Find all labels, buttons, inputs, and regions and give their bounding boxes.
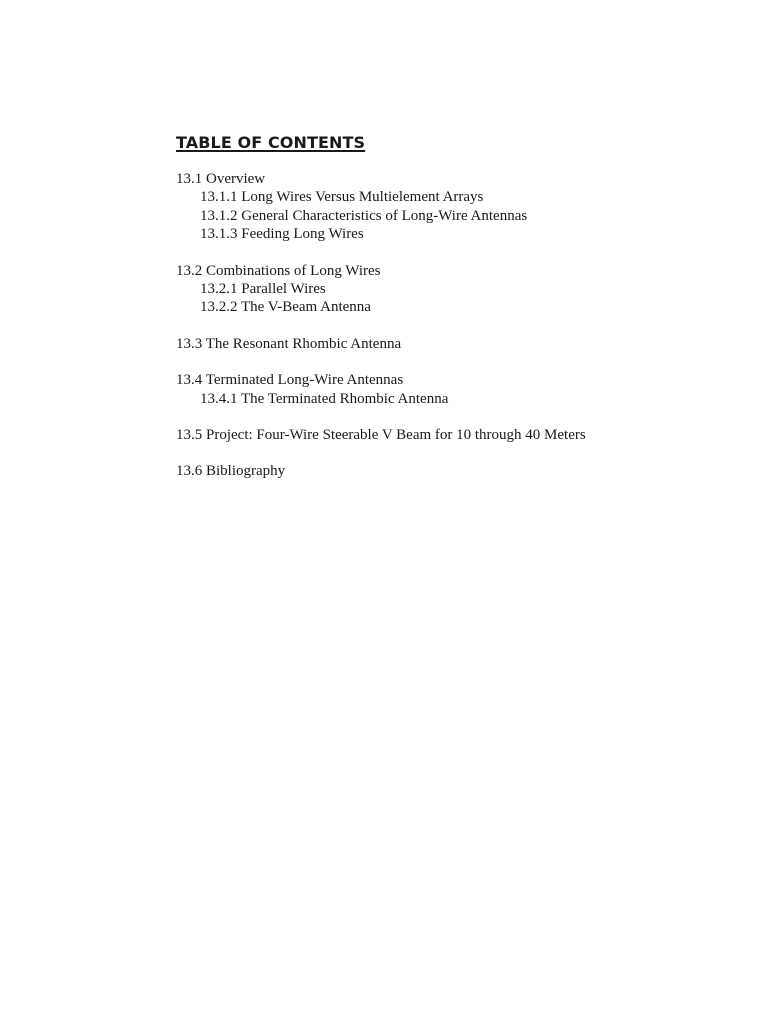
toc-entry-13-1-2: 13.1.2 General Characteristics of Long-Wire Antennas	[200, 207, 528, 224]
toc-entry-13-2-2: 13.2.2 The V-Beam Antenna	[200, 299, 371, 316]
toc-section-13-3	[176, 335, 736, 353]
toc-entry-13-2-1: 13.2.1 Parallel Wires	[200, 281, 326, 298]
table-of-contents	[176, 132, 736, 499]
toc-entry-13-6: 13.6 Bibliography	[176, 463, 286, 480]
toc-entry-13-1-3: 13.1.3 Feeding Long Wires	[200, 226, 364, 243]
toc-entry-13-2: 13.2 Combinations of Long Wires	[176, 262, 381, 279]
toc-section-13-5	[176, 426, 736, 444]
toc-entry-13-4: 13.4 Terminated Long-Wire Antennas	[176, 372, 404, 389]
toc-entry-13-1: 13.1 Overview	[176, 171, 266, 187]
toc-section-13-1	[176, 170, 736, 244]
toc-title: TABLE OF CONTENTS	[176, 133, 366, 152]
toc-section-13-6	[176, 462, 736, 480]
toc-section-13-2	[176, 262, 736, 317]
toc-entry-13-5: 13.5 Project: Four-Wire Steerable V Beam for 10 through 40 Meters	[176, 427, 586, 444]
toc-entry-13-4-1: 13.4.1 The Terminated Rhombic Antenna	[200, 390, 449, 407]
toc-section-13-4	[176, 371, 736, 408]
toc-entry-13-1-1: 13.1.1 Long Wires Versus Multielement Arrays	[200, 189, 484, 206]
toc-entry-13-3: 13.3 The Resonant Rhombic Antenna	[176, 335, 402, 352]
